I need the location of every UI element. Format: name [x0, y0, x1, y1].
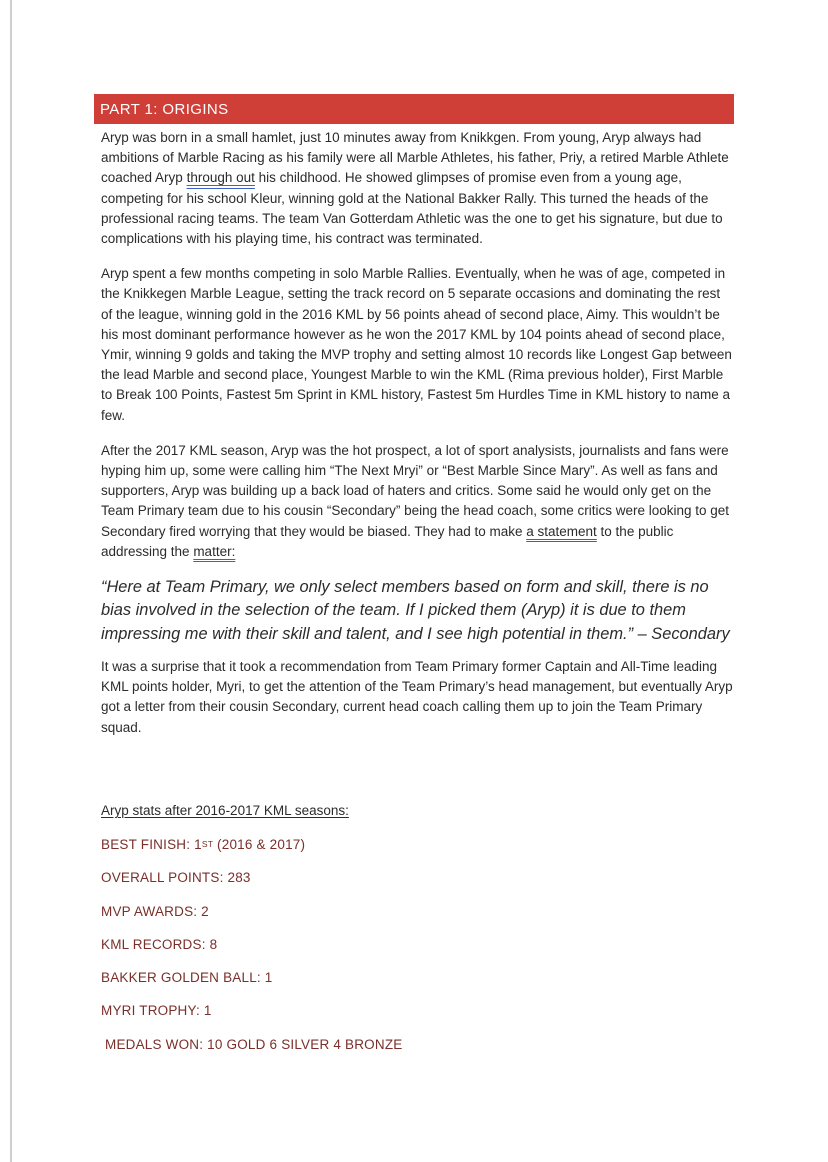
- stat-overall-points: OVERALL POINTS: 283: [101, 870, 251, 886]
- page-edge-line: [10, 0, 12, 1162]
- paragraph-origins-2: Aryp spent a few months competing in solo Marble Rallies. Eventually, when he was of age, competed in the Knikkegen Marble League, setting the track record on 5 separate occasions and dominating the rest of the league, winning gold in the 2016 KML by 56 points ahead of second place, Aimy. This wouldn’t be his most dominant performance however as he won the 2017 KML by 104 points ahead of second place, Ymir, winning 9 golds and taking the MVP trophy and setting almost 10 records like Longest Gap between the lead Marble and second place, Youngest Marble to win the KML (Rima previous holder), First Marble to Break 100 Points, Fastest 5m Sprint in KML history, Fastest 5m Hurdles Time in KML history to name a few.: [101, 266, 732, 423]
- document-body: [101, 128, 733, 738]
- ordinal-suffix: ST: [201, 839, 214, 849]
- stat-text: (2016 & 2017): [213, 837, 306, 852]
- block-quote: [101, 576, 733, 646]
- stat-mvp-awards: MVP AWARDS: 2: [101, 903, 209, 919]
- stats-list: [101, 835, 701, 1068]
- stat-myri-trophy: MYRI TROPHY: 1: [101, 1003, 212, 1019]
- section-header: [94, 94, 734, 124]
- stat-best-finish: [101, 835, 701, 868]
- paragraph-origins-3: [101, 441, 733, 562]
- grammar-flag[interactable]: through out: [186, 170, 255, 186]
- text-run: to the public addressing the: [101, 523, 674, 559]
- stat-golden-ball: BAKKER GOLDEN BALL: 1: [101, 970, 273, 986]
- text-run: Aryp was born in a small hamlet, just 10 minutes away from Knikkgen. From young, Aryp always had ambitions of Marble Racing as his family were all Marble Athletes, his father, Priy, a retired Marble Athlete coached Aryp: [101, 130, 729, 186]
- paragraph-origins-1: [101, 128, 733, 249]
- grammar-flag[interactable]: a statement: [526, 523, 597, 539]
- section-title: PART 1: ORIGINS: [100, 100, 229, 118]
- stats-heading: Aryp stats after 2016-2017 KML seasons:: [101, 803, 349, 818]
- stat-kml-records: KML RECORDS: 8: [101, 936, 218, 952]
- grammar-flag[interactable]: matter:: [193, 543, 236, 559]
- quote-text: “Here at Team Primary, we only select members based on form and skill, there is no bias involved in the selection of the team. If I picked them (Aryp) it is due to them impressing me with their skill and talent, and I see high potential in them.” – Secondary: [101, 578, 730, 643]
- text-run: his childhood. He showed glimpses of promise even from a young age, competing for his school Kleur, winning gold at the National Bakker Rally. This turned the heads of the professional racing teams. The team Van Gotterdam Athletic was the one to get his signature, but due to complications with his playing time, his contract was terminated.: [101, 170, 723, 247]
- stat-text: BEST FINISH: 1: [101, 837, 202, 852]
- text-run: After the 2017 KML season, Aryp was the hot prospect, a lot of sport analysists, journalists and fans were hyping him up, some were calling him “The Next Mryi” or “Best Marble Since Mary”. As well as fans and supporters, Aryp was building up a back load of haters and critics. Some said he would only get on the Team Primary team due to his cousin “Secondary” being the head coach, some critics were looking to get Secondary fired worrying that they would be biased. They had to make: [101, 442, 730, 539]
- paragraph-origins-4: It was a surprise that it took a recommendation from Team Primary former Captain and All-Time leading KML points holder, Myri, to get the attention of the Team Primary’s head management, but eventually Aryp got a letter from their cousin Secondary, current head coach calling them up to join the Team Primary squad.: [101, 658, 733, 735]
- stat-medals: MEDALS WON: 10 GOLD 6 SILVER 4 BRONZE: [105, 1036, 403, 1052]
